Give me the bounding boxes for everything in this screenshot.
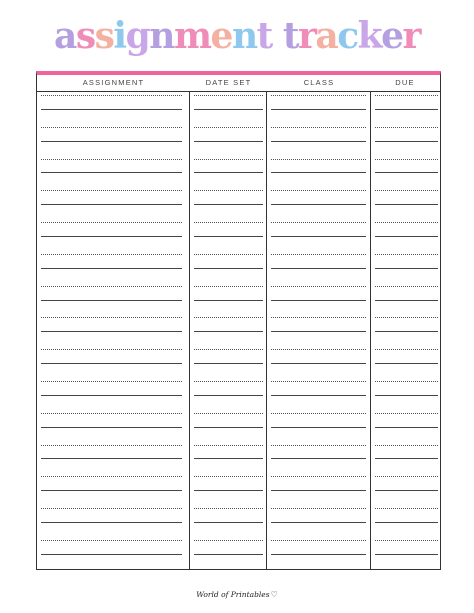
table-row xyxy=(37,457,440,473)
writing-line xyxy=(41,363,182,364)
writing-line xyxy=(375,427,438,428)
writing-line xyxy=(271,522,366,523)
writing-line xyxy=(41,508,182,509)
writing-line xyxy=(41,109,182,110)
writing-line xyxy=(271,427,366,428)
writing-line xyxy=(271,204,366,205)
writing-line xyxy=(271,127,366,128)
table-row xyxy=(37,314,440,330)
writing-line xyxy=(41,413,182,414)
writing-line xyxy=(41,204,182,205)
writing-line xyxy=(41,141,182,142)
writing-line xyxy=(194,95,263,96)
writing-line xyxy=(375,127,438,128)
writing-line xyxy=(194,268,263,269)
writing-line xyxy=(41,381,182,382)
writing-line xyxy=(41,349,182,350)
table-row xyxy=(37,442,440,458)
writing-line xyxy=(194,413,263,414)
writing-line xyxy=(271,172,366,173)
table-row xyxy=(37,489,440,505)
writing-line xyxy=(271,395,366,396)
table-row xyxy=(37,346,440,362)
title-text xyxy=(54,15,423,57)
title-letter xyxy=(272,15,283,57)
writing-line xyxy=(375,522,438,523)
writing-line xyxy=(375,331,438,332)
title-letter: k xyxy=(357,15,382,57)
writing-line xyxy=(271,349,366,350)
writing-line xyxy=(41,222,182,223)
writing-line xyxy=(194,522,263,523)
writing-line xyxy=(271,317,366,318)
writing-line xyxy=(41,159,182,160)
table-row xyxy=(37,394,440,410)
title-letter: e xyxy=(381,15,403,57)
writing-line xyxy=(194,127,263,128)
header-assignment: ASSIGNMENT xyxy=(82,78,145,87)
table-rows xyxy=(37,92,440,569)
writing-line xyxy=(194,236,263,237)
writing-line xyxy=(194,300,263,301)
table-row xyxy=(37,187,440,203)
writing-line xyxy=(194,554,263,555)
writing-line xyxy=(41,476,182,477)
table-row xyxy=(37,553,440,569)
writing-line xyxy=(375,172,438,173)
table-row xyxy=(37,219,440,235)
table-row xyxy=(37,521,440,537)
writing-line xyxy=(375,508,438,509)
writing-line xyxy=(41,540,182,541)
writing-line xyxy=(41,490,182,491)
writing-line xyxy=(194,331,263,332)
writing-line xyxy=(375,204,438,205)
writing-line xyxy=(375,381,438,382)
title-letter: n xyxy=(231,15,257,57)
writing-line xyxy=(41,427,182,428)
writing-line xyxy=(271,300,366,301)
writing-line xyxy=(194,159,263,160)
writing-line xyxy=(375,458,438,459)
writing-line xyxy=(41,554,182,555)
writing-line xyxy=(271,508,366,509)
writing-line xyxy=(271,268,366,269)
writing-line xyxy=(41,317,182,318)
table-row xyxy=(37,299,440,315)
table-header xyxy=(37,75,440,92)
header-class: CLASS xyxy=(303,78,335,87)
writing-line xyxy=(41,268,182,269)
writing-line xyxy=(271,381,366,382)
table-row xyxy=(37,473,440,489)
writing-line xyxy=(271,363,366,364)
title-letter: n xyxy=(149,15,174,57)
writing-line xyxy=(375,476,438,477)
writing-line xyxy=(375,445,438,446)
writing-line xyxy=(271,222,366,223)
writing-line xyxy=(194,190,263,191)
table-row xyxy=(37,203,440,219)
writing-line xyxy=(194,349,263,350)
writing-line xyxy=(375,222,438,223)
writing-line xyxy=(271,554,366,555)
writing-line xyxy=(375,540,438,541)
table-row xyxy=(37,156,440,172)
writing-line xyxy=(271,286,366,287)
writing-line xyxy=(271,190,366,191)
writing-line xyxy=(41,522,182,523)
writing-line xyxy=(375,190,438,191)
writing-line xyxy=(375,300,438,301)
writing-line xyxy=(194,204,263,205)
writing-line xyxy=(41,331,182,332)
table-row xyxy=(37,410,440,426)
writing-line xyxy=(375,286,438,287)
title-letter: t xyxy=(282,15,298,57)
writing-line xyxy=(375,159,438,160)
writing-line xyxy=(194,109,263,110)
writing-line xyxy=(194,490,263,491)
assignment-table xyxy=(36,71,441,570)
writing-line xyxy=(194,286,263,287)
title-graphic xyxy=(0,6,474,62)
writing-line xyxy=(194,540,263,541)
title-letter: i xyxy=(113,15,126,57)
writing-line xyxy=(194,254,263,255)
writing-line xyxy=(375,490,438,491)
writing-line xyxy=(41,236,182,237)
writing-line xyxy=(375,349,438,350)
writing-line xyxy=(375,268,438,269)
title-letter: c xyxy=(337,15,358,57)
table-row xyxy=(37,124,440,140)
writing-line xyxy=(194,172,263,173)
table-row xyxy=(37,108,440,124)
writing-line xyxy=(194,395,263,396)
writing-line xyxy=(41,395,182,396)
footer-brand xyxy=(0,590,474,599)
title-letter: r xyxy=(297,15,316,57)
writing-line xyxy=(194,508,263,509)
writing-line xyxy=(271,445,366,446)
writing-line xyxy=(194,445,263,446)
heart-icon: ♡ xyxy=(270,590,278,599)
table-row xyxy=(37,537,440,553)
title-letter: s xyxy=(94,15,114,57)
writing-line xyxy=(194,476,263,477)
title-letter: a xyxy=(315,15,338,57)
page-title xyxy=(0,6,474,62)
header-due: DUE xyxy=(395,78,415,87)
writing-line xyxy=(375,236,438,237)
title-letter: r xyxy=(402,15,420,57)
writing-line xyxy=(271,540,366,541)
writing-line xyxy=(41,300,182,301)
title-letter: m xyxy=(173,15,211,57)
writing-line xyxy=(375,141,438,142)
writing-line xyxy=(271,490,366,491)
table-row xyxy=(37,505,440,521)
writing-line xyxy=(271,476,366,477)
brand-name: World of Printables xyxy=(196,590,270,599)
writing-line xyxy=(375,413,438,414)
title-letter: e xyxy=(210,15,232,57)
table-row xyxy=(37,426,440,442)
table-row xyxy=(37,140,440,156)
writing-line xyxy=(271,159,366,160)
title-letter: g xyxy=(125,15,150,57)
writing-line xyxy=(375,317,438,318)
writing-line xyxy=(194,381,263,382)
title-letter: a xyxy=(54,15,76,57)
writing-line xyxy=(271,236,366,237)
writing-line xyxy=(41,254,182,255)
header-date-set: DATE SET xyxy=(205,78,252,87)
table-row xyxy=(37,378,440,394)
table-row xyxy=(37,171,440,187)
writing-line xyxy=(41,127,182,128)
title-letter: t xyxy=(256,15,272,57)
table-row xyxy=(37,267,440,283)
table-row xyxy=(37,251,440,267)
writing-line xyxy=(271,331,366,332)
table-row xyxy=(37,283,440,299)
writing-line xyxy=(41,286,182,287)
writing-line xyxy=(271,95,366,96)
table-row xyxy=(37,362,440,378)
writing-line xyxy=(375,363,438,364)
writing-line xyxy=(375,554,438,555)
writing-line xyxy=(271,413,366,414)
writing-line xyxy=(41,172,182,173)
writing-line xyxy=(41,190,182,191)
table-row xyxy=(37,92,440,108)
writing-line xyxy=(194,427,263,428)
writing-line xyxy=(271,254,366,255)
writing-line xyxy=(271,109,366,110)
writing-line xyxy=(194,141,263,142)
table-row xyxy=(37,330,440,346)
writing-line xyxy=(194,458,263,459)
writing-line xyxy=(271,458,366,459)
writing-line xyxy=(194,222,263,223)
writing-line xyxy=(194,317,263,318)
writing-line xyxy=(375,109,438,110)
writing-line xyxy=(41,445,182,446)
writing-line xyxy=(194,363,263,364)
writing-line xyxy=(41,95,182,96)
writing-line xyxy=(375,254,438,255)
writing-line xyxy=(271,141,366,142)
writing-line xyxy=(41,458,182,459)
writing-line xyxy=(375,95,438,96)
title-letter: s xyxy=(75,15,95,57)
writing-line xyxy=(375,395,438,396)
table-row xyxy=(37,235,440,251)
